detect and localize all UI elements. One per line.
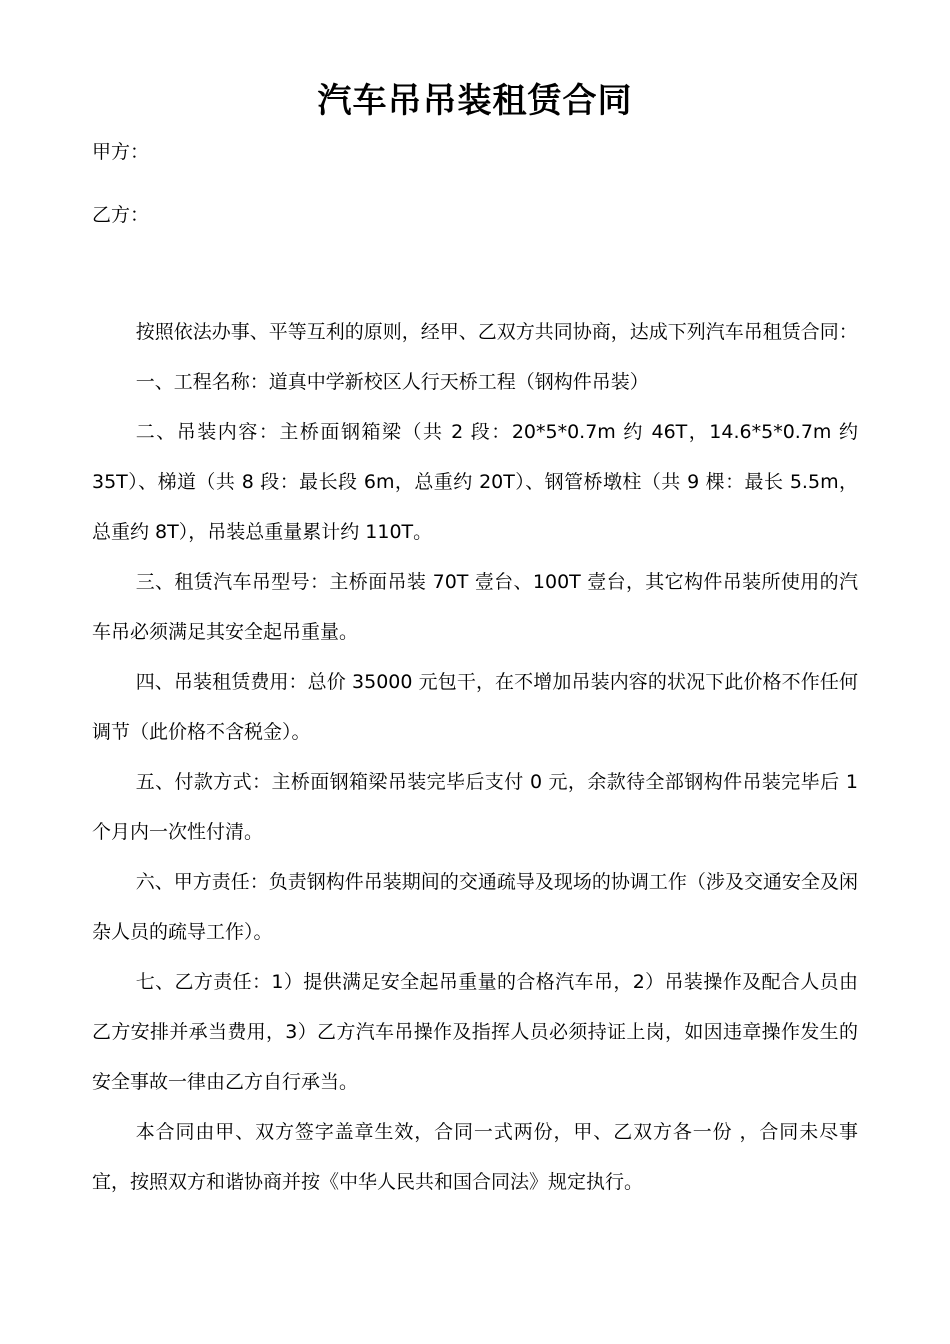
party-b-label: 乙方： bbox=[92, 204, 150, 226]
clause-rental-fee: 四、吊装租赁费用：总价 35000 元包干，在不增加吊装内容的状况下此价格不作任何调节（此价格不含税金）。 bbox=[92, 671, 858, 743]
closing-paragraph: 本合同由甲、双方签字盖章生效，合同一式两份，甲、乙双方各一份 ，合同未尽事宜，按照双方和谐协商并按《中华人民共和国合同法》规定执行。 bbox=[92, 1121, 858, 1193]
intro-paragraph: 按照依法办事、平等互利的原则，经甲、乙双方共同协商，达成下列汽车吊租赁合同： bbox=[135, 321, 858, 343]
clause-payment-method: 五、付款方式：主桥面钢箱梁吊装完毕后支付 0 元，余款待全部钢构件吊装完毕后 1 个月内一次性付清。 bbox=[92, 771, 858, 843]
clause-lifting-content: 二、吊装内容：主桥面钢箱梁（共 2 段：20*5*0.7m 约 46T，14.6*5*0.7m 约 35T）、梯道（共 8 段：最长段 6m，总重约 20T）、钢管桥墩柱（共 9 棵：最长 5.5m，总重约 8T），吊装总重量累计约 110T。 bbox=[92, 421, 858, 543]
document-title: 汽车吊吊装租赁合同 bbox=[317, 81, 633, 121]
contract-body bbox=[92, 307, 858, 1207]
clause-project-name: 一、工程名称：道真中学新校区人行天桥工程（钢构件吊装） bbox=[135, 371, 649, 393]
clause-party-a-duty: 六、甲方责任：负责钢构件吊装期间的交通疏导及现场的协调工作（涉及交通安全及闲杂人员的疏导工作）。 bbox=[92, 871, 858, 943]
clause-crane-model: 三、租赁汽车吊型号：主桥面吊装 70T 壹台、100T 壹台，其它构件吊装所使用的汽车吊必须满足其安全起吊重量。 bbox=[92, 571, 858, 643]
party-a-label: 甲方： bbox=[92, 141, 150, 163]
clause-party-b-duty: 七、乙方责任：1）提供满足安全起吊重量的合格汽车吊，2）吊装操作及配合人员由乙方安排并承当费用，3）乙方汽车吊操作及指挥人员必须持证上岗，如因违章操作发生的安全事故一律由乙方自行承当。 bbox=[92, 971, 858, 1093]
